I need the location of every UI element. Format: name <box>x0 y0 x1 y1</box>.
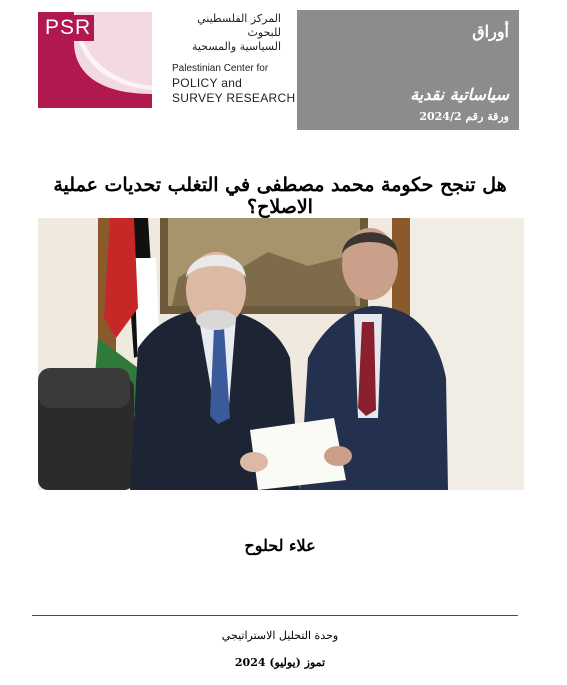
paper-number: ورقة رقم 2024/2 <box>419 110 509 123</box>
series-subtitle: سياساتية نقدية <box>410 85 509 104</box>
org-name-en-line1: Palestinian Center for <box>172 63 269 74</box>
series-box <box>297 10 519 130</box>
psr-logo <box>38 12 152 108</box>
author-name: علاء لحلوح <box>244 536 316 555</box>
logo-acronym: PSR <box>42 15 94 41</box>
series-title: أوراق <box>472 22 509 41</box>
org-name-ar-line2: للبحوث <box>247 26 281 39</box>
org-name-ar-line1: المركز الفلسطيني <box>197 12 281 25</box>
org-name-en-line2: POLICY and <box>172 76 243 90</box>
document-title: هل تنجح حكومة محمد مصطفى في التغلب تحديات عملية الاصلاح؟ <box>53 174 507 218</box>
publication-date: تموز (يوليو) 2024 <box>234 656 326 669</box>
org-name-arabic <box>151 12 281 54</box>
photo-illustration <box>38 218 524 490</box>
org-name-english <box>172 62 302 106</box>
cover-photo <box>38 218 524 490</box>
divider-line <box>32 615 518 616</box>
org-name-en-line3: SURVEY RESEARCH <box>172 91 296 105</box>
unit-name: وحدة التحليل الاستراتيجي <box>221 629 339 642</box>
org-name-ar-line3: السياسية والمسحية <box>191 40 281 53</box>
